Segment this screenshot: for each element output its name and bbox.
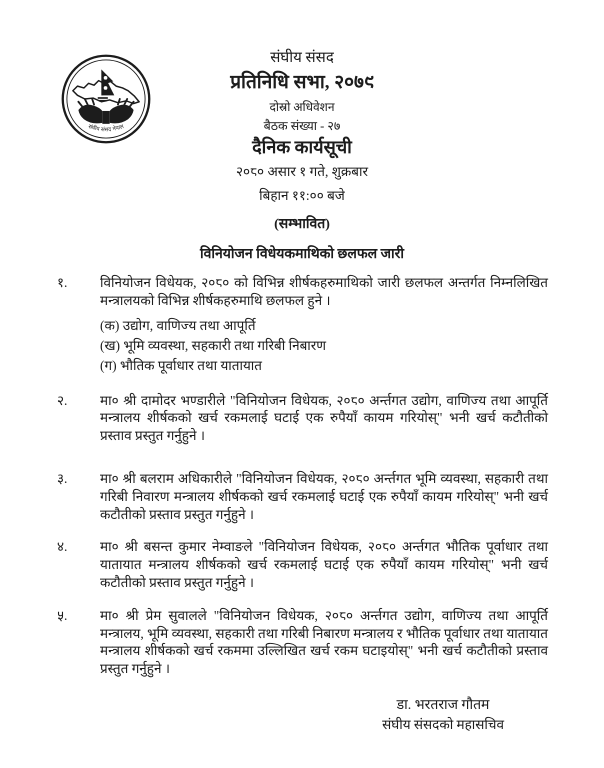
emblem-caption-text: संघीय संसद नेपाल [87, 123, 125, 134]
item-number: ३. [57, 470, 68, 486]
signatory-title: संघीय संसदको महासचिव [382, 716, 504, 732]
assembly-title: प्रतिनिधि सभा, २०७९ [230, 72, 374, 94]
subitem-ka: (क) उद्योग, वाणिज्य तथा आपूर्ति [100, 317, 256, 333]
item-text: मा० श्री बलराम अधिकारीले "विनियोजन विधेयक, २०८० अर्न्तगत भूमि व्यवस्था, सहकारी तथा गरिबी निवारण मन्त्रालय शीर्षकको खर्च रकमलाई घटाई एक रुपैयाँ कायम गरियोस्" भनी खर्च कटौतीको प्रस्ताव प्रस्तुत गर्नुहुने । [100, 470, 548, 522]
agenda-item-4 [57, 538, 548, 591]
subitem-ga: (ग) भौतिक पूर्वाधार तथा यातायात [100, 358, 262, 374]
item-number: १. [57, 275, 68, 291]
date-line: २०८० असार १ गते, शुक्रबार [235, 163, 368, 179]
document-title: दैनिक कार्यसूची [252, 137, 352, 158]
agenda-item-1 [57, 274, 548, 376]
session-label: दोस्रो अधिवेशन [269, 100, 335, 115]
tentative-label: (सम्भावित) [274, 216, 330, 232]
agenda-item-2 [57, 392, 548, 445]
agenda-item-3 [57, 470, 548, 523]
org-name: संघीय संसद [270, 50, 334, 66]
agenda-heading: विनियोजन विधेयकमाथिको छलफल जारी [199, 247, 404, 263]
signature-block [382, 696, 504, 734]
parliament-emblem-logo [60, 53, 152, 145]
agenda-items [0, 274, 604, 678]
item-text-wrap [100, 274, 548, 376]
time-line: बिहान ११:०० बजे [259, 188, 345, 204]
agenda-item-5 [57, 607, 548, 678]
item-number: २. [57, 392, 68, 408]
item-text: मा० श्री बसन्त कुमार नेम्वाङले "विनियोजन विधेयक, २०८० अर्न्तगत भौतिक पूर्वाधार तथा यातायात मन्त्रालय शीर्षकको खर्च रकमलाई घटाई एक रुपैयाँ कायम गरियोस्" भनी खर्च कटौतीको प्रस्ताव प्रस्तुत गर्नुहुने । [100, 539, 548, 591]
signatory-name: डा. भरतराज गौतम [396, 698, 490, 714]
parliament-emblem-icon [60, 53, 152, 145]
item-text: मा० श्री प्रेम सुवालले "विनियोजन विधेयक, २०८० अर्न्तगत उद्योग, वाणिज्य तथा आपूर्ति मन्त्रालय, भूमि व्यवस्था, सहकारी तथा गरिबी निबारण मन्त्रालय र भौतिक पूर्वाधार तथा यातायात मन्त्रालय शीर्षकको खर्च रकममा उल्लिखित खर्च रकम घटाइयोस्" भनी खर्च कटौतीको प्रस्ताव प्रस्तुत गर्नुहुने । [100, 607, 548, 677]
item-subitems [100, 316, 548, 377]
item-number: ५. [57, 607, 68, 623]
item-text: मा० श्री दामोदर भण्डारीले "विनियोजन विधेयक, २०८० अर्न्तगत उद्योग, वाणिज्य तथा आपूर्ति मन्त्रालय शीर्षकको खर्च रकमलाई घटाई एक रुपैयाँ कायम गरियोस्" भनी खर्च कटौतीको प्रस्ताव प्रस्तुत गर्नुहुने । [100, 392, 548, 444]
item-number: ४. [57, 539, 68, 555]
meeting-number: बैठक संख्या - २७ [263, 118, 341, 133]
item-text: विनियोजन विधेयक, २०८० को विभिन्न शीर्षकहरुमाथिको जारी छलफल अन्तर्गत निम्नलिखित मन्त्रालयको विभिन्न शीर्षकहरुमाथि छलफल हुने । [100, 275, 548, 308]
subitem-kha: (ख) भूमि व्यवस्था, सहकारी तथा गरिबी निबारण [100, 338, 327, 354]
